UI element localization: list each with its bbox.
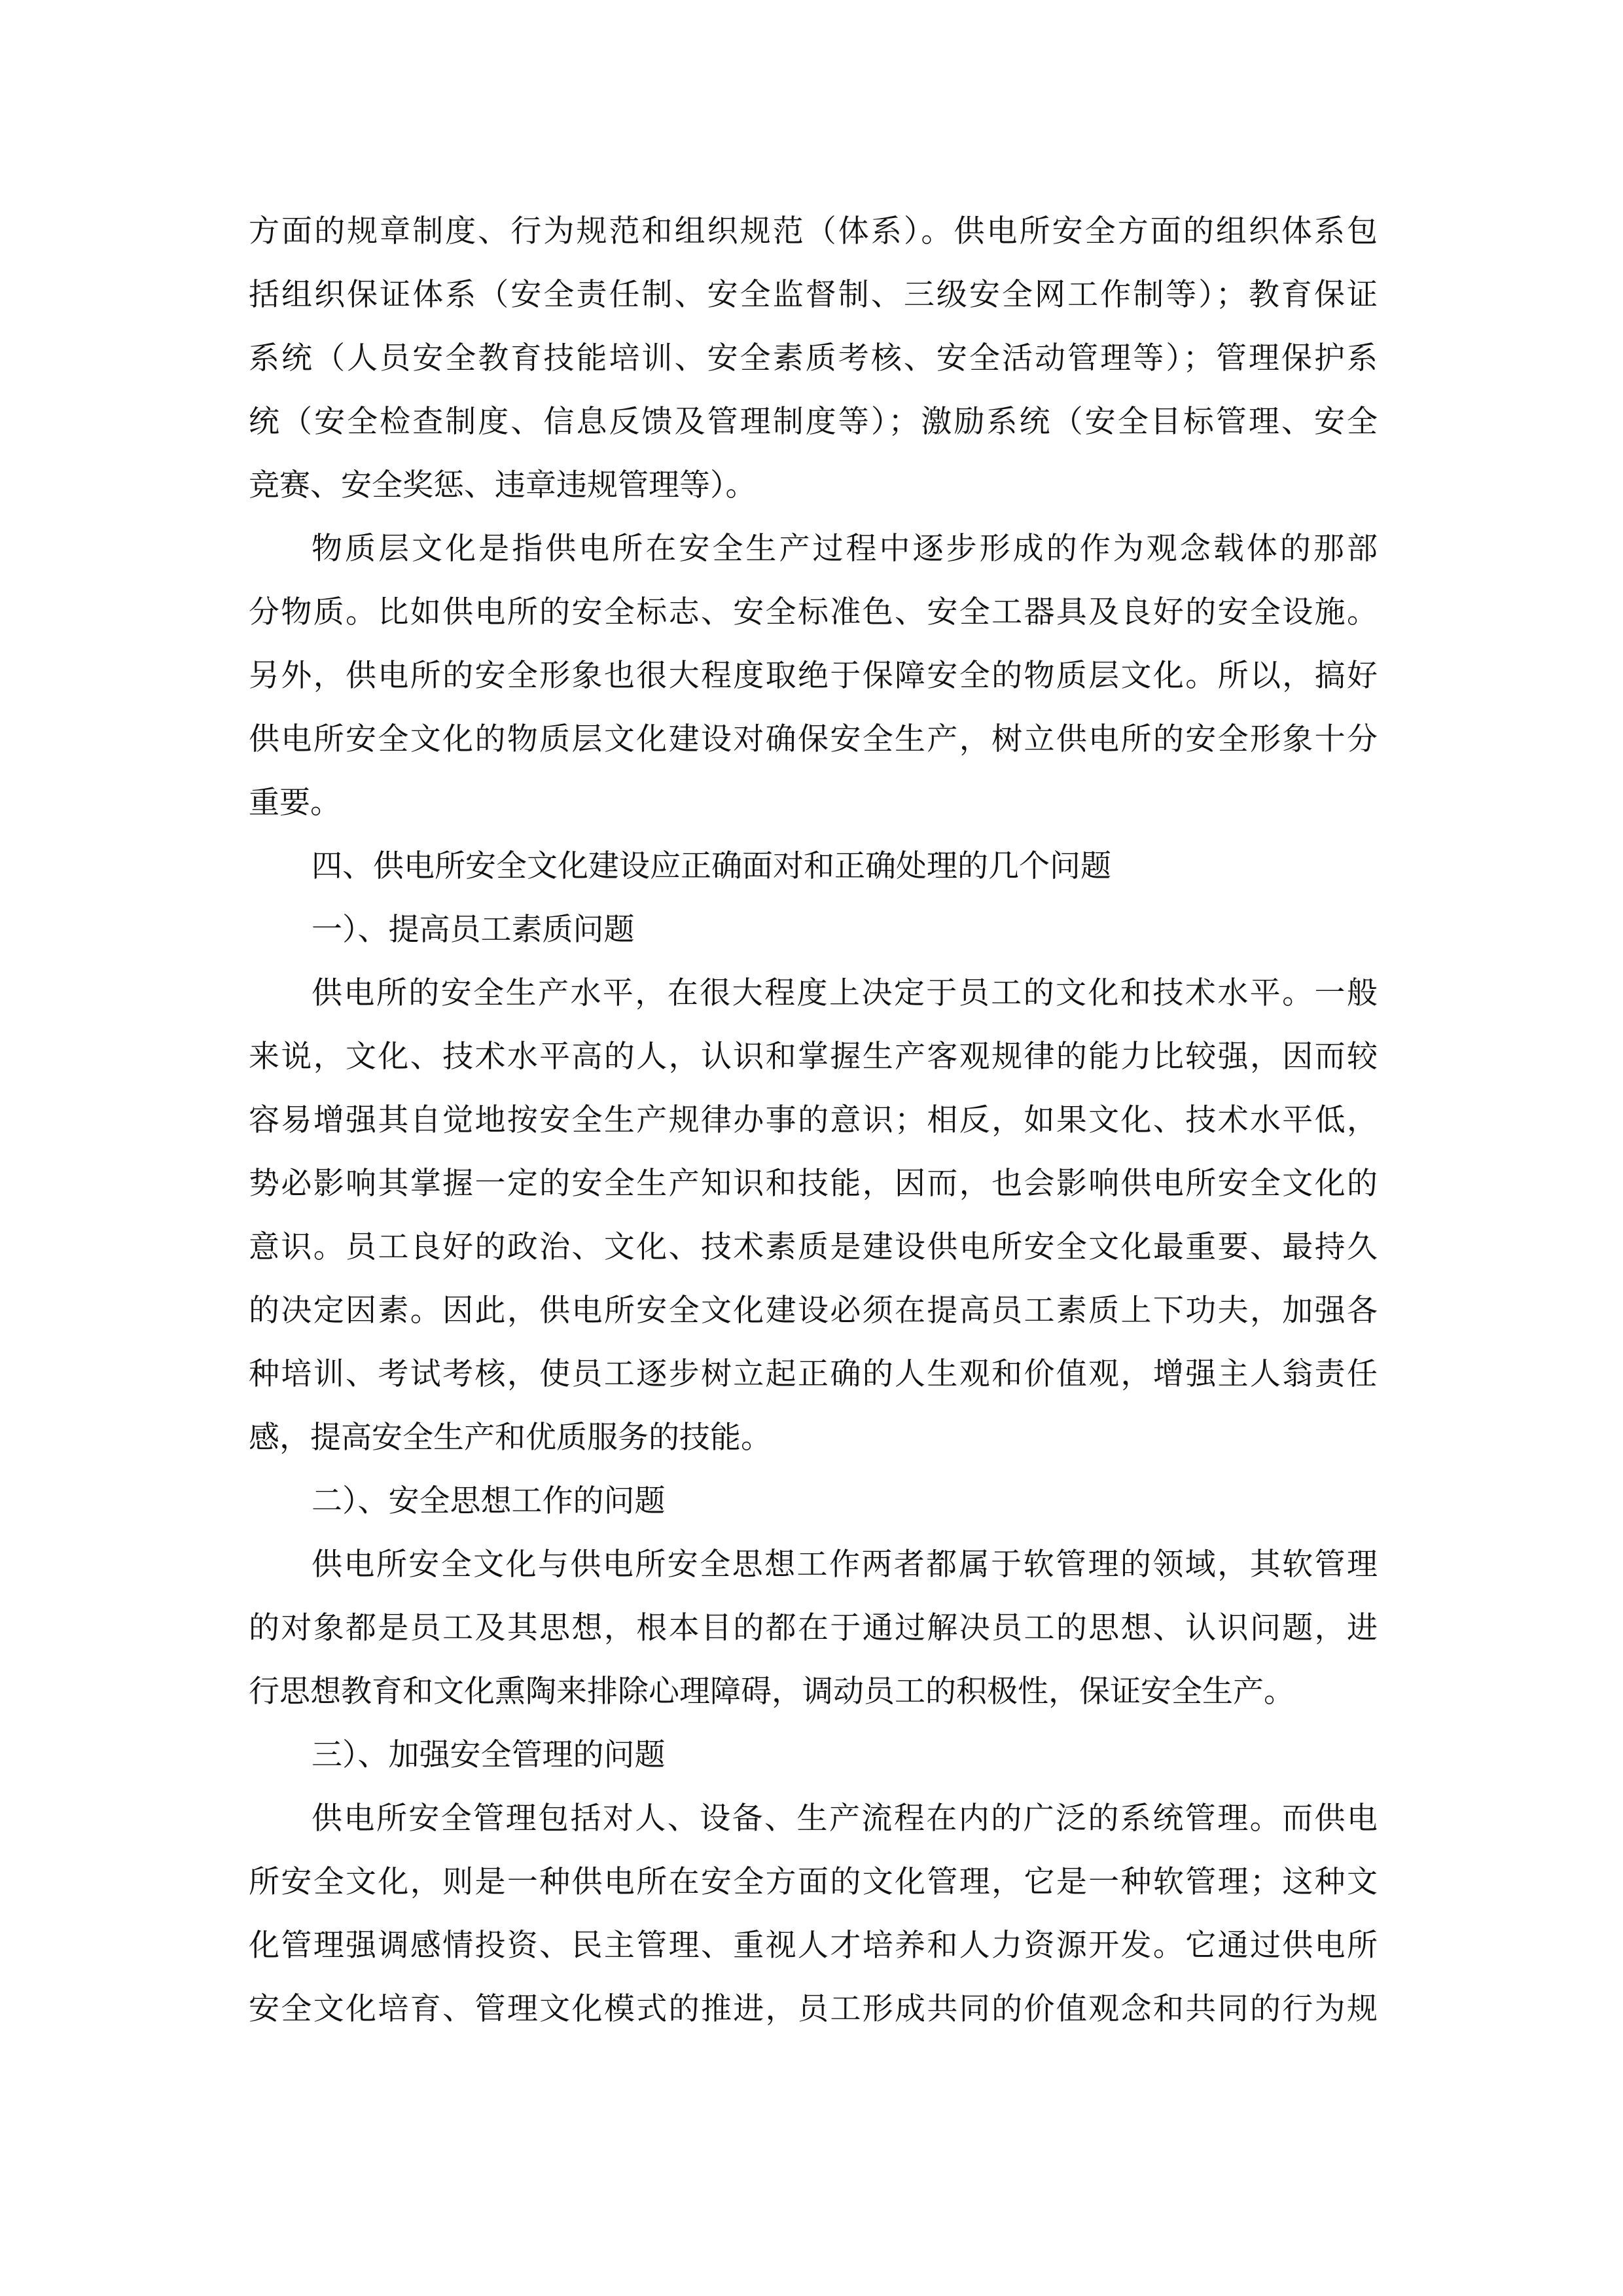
heading-text: 二）、安全思想工作的问题 (312, 1483, 666, 1519)
text-line: 安全文化培育、管理文化模式的推进，员工形成共同的价值观念和共同的行为规 (249, 1991, 1378, 2027)
section-heading-four (249, 834, 1378, 898)
text-line: 物质层文化是指供电所在安全生产过程中逐步形成的作为观念载体的那部 (312, 531, 1378, 567)
subheading-one (249, 898, 1378, 961)
text-line: 化管理强调感情投资、民主管理、重视人才培养和人力资源开发。它通过供电所 (249, 1928, 1378, 1964)
text-line: 所安全文化，则是一种供电所在安全方面的文化管理，它是一种软管理；这种文 (249, 1864, 1378, 1900)
paragraph-material-culture (249, 517, 1378, 834)
text-line: 竞赛、安全奖惩、违章违规管理等）。 (249, 467, 757, 503)
text-line: 供电所安全文化与供电所安全思想工作两者都属于软管理的领域，其软管理 (312, 1547, 1378, 1583)
heading-text: 一）、提高员工素质问题 (312, 912, 635, 948)
text-line: 系统（人员安全教育技能培训、安全素质考核、安全活动管理等）；管理保护系 (249, 340, 1378, 376)
text-line: 统（安全检查制度、信息反馈及管理制度等）；激励系统（安全目标管理、安全 (249, 404, 1378, 440)
text-line: 行思想教育和文化熏陶来排除心理障碍，调动员工的积极性，保证安全生产。 (249, 1674, 1294, 1710)
text-line: 种培训、考试考核，使员工逐步树立起正确的人生观和价值观，增强主人翁责任 (249, 1356, 1378, 1392)
paragraph-thought-work (249, 1533, 1378, 1723)
heading-text: 三）、加强安全管理的问题 (312, 1737, 666, 1773)
paragraph-staff-quality (249, 961, 1378, 1469)
text-line: 方面的规章制度、行为规范和组织规范（体系）。供电所安全方面的组织体系包 (249, 213, 1378, 249)
document-page (249, 200, 1378, 2041)
text-line: 的对象都是员工及其思想，根本目的都在于通过解决员工的思想、认识问题，进 (249, 1610, 1378, 1646)
text-line: 分物质。比如供电所的安全标志、安全标准色、安全工器具及良好的安全设施。 (249, 594, 1378, 630)
text-line: 另外，供电所的安全形象也很大程度取绝于保障安全的物质层文化。所以，搞好 (249, 658, 1378, 694)
text-line: 重要。 (249, 785, 341, 821)
text-line: 供电所的安全生产水平，在很大程度上决定于员工的文化和技术水平。一般 (312, 975, 1378, 1011)
text-line: 供电所安全文化的物质层文化建设对确保安全生产，树立供电所的安全形象十分 (249, 721, 1378, 757)
paragraph-organizational-system (249, 200, 1378, 517)
text-line: 的决定因素。因此，供电所安全文化建设必须在提高员工素质上下功夫，加强各 (249, 1293, 1378, 1329)
text-line: 感，提高安全生产和优质服务的技能。 (249, 1420, 772, 1456)
subheading-three (249, 1723, 1378, 1787)
heading-text: 四、供电所安全文化建设应正确面对和正确处理的几个问题 (312, 848, 1111, 884)
text-line: 意识。员工良好的政治、文化、技术素质是建设供电所安全文化最重要、最持久 (249, 1229, 1378, 1265)
text-line: 括组织保证体系（安全责任制、安全监督制、三级安全网工作制等）；教育保证 (249, 277, 1378, 313)
paragraph-safety-management (249, 1787, 1378, 2041)
text-line: 供电所安全管理包括对人、设备、生产流程在内的广泛的系统管理。而供电 (312, 1801, 1378, 1837)
text-line: 来说，文化、技术水平高的人，认识和掌握生产客观规律的能力比较强，因而较 (249, 1039, 1378, 1075)
text-line: 容易增强其自觉地按安全生产规律办事的意识；相反，如果文化、技术水平低， (249, 1102, 1378, 1138)
text-line: 势必影响其掌握一定的安全生产知识和技能，因而，也会影响供电所安全文化的 (249, 1166, 1378, 1202)
subheading-two (249, 1469, 1378, 1533)
